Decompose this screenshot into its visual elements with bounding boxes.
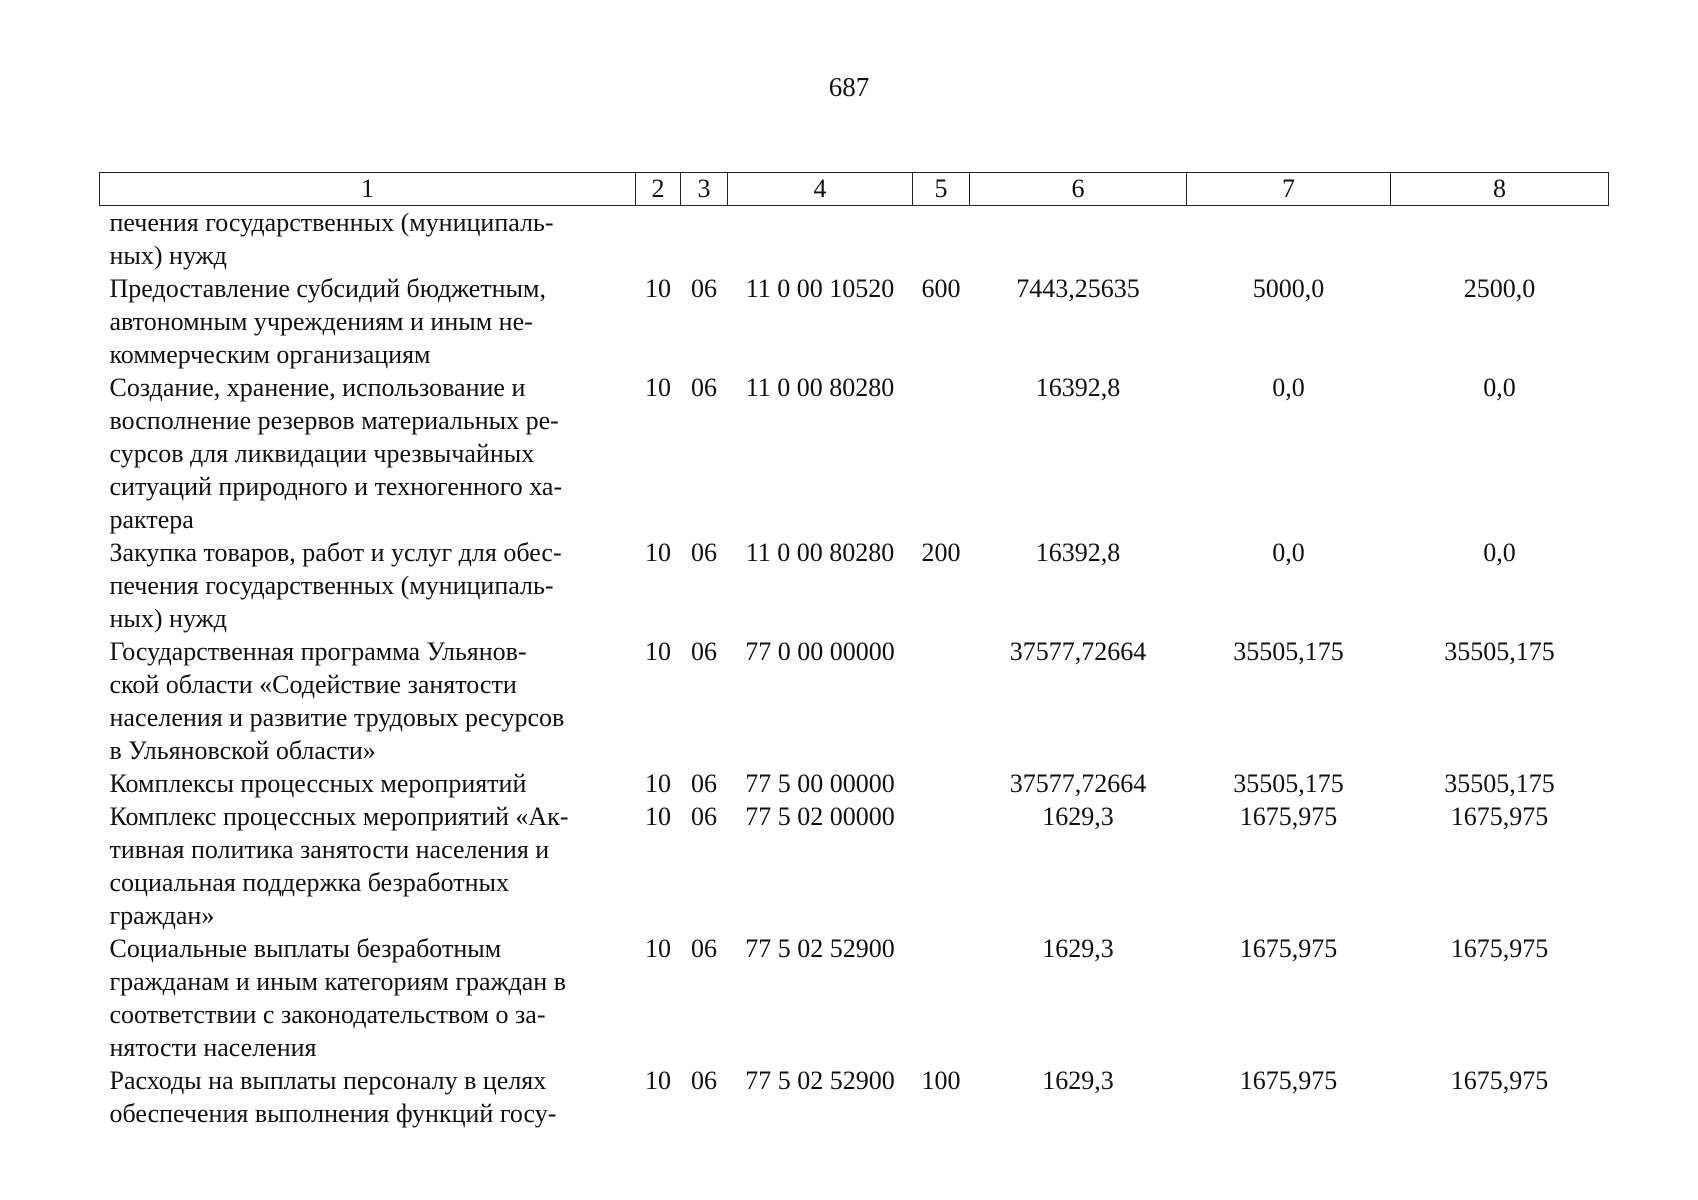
description-line: тивная политика занятости населения и [109, 835, 550, 864]
subsection-code: 06 [691, 934, 717, 963]
table-body [100, 206, 1609, 1131]
table-header-row [100, 173, 1609, 206]
budget-table [99, 172, 1609, 1130]
description-line: Комплекс процессных мероприятий «Ак- [109, 802, 569, 831]
amount-col-8: 35505,175 [1444, 769, 1555, 798]
description-line: населения и развитие трудовых ресурсов [109, 703, 565, 732]
expense-type-code [913, 800, 970, 932]
amount-col-6: 16392,8 [1035, 538, 1121, 567]
section-code: 10 [645, 1066, 671, 1095]
amount-col-7: 35505,175 [1233, 637, 1344, 666]
target-article-code: 11 0 00 80280 [745, 538, 895, 567]
page-number: 687 [828, 72, 870, 102]
amount-col-6 [970, 206, 1187, 273]
description-line: рактера [109, 505, 194, 534]
table-row [100, 272, 1609, 371]
description-line: ситуаций природного и техногенного ха- [109, 472, 563, 501]
expense-type-code [913, 767, 970, 800]
description-line: Закупка товаров, работ и услуг для обес- [109, 538, 562, 567]
description-line: печения государственных (муниципаль- [109, 571, 554, 600]
description-line: ской области «Содействие занятости [109, 670, 517, 699]
row-description [100, 800, 636, 932]
amount-col-6: 7443,25635 [1016, 274, 1140, 303]
subsection-code: 06 [691, 373, 717, 402]
amount-col-6: 1629,3 [1042, 934, 1114, 963]
amount-col-6: 1629,3 [1042, 1066, 1114, 1095]
description-line: автономным учреждениям и иным не- [109, 307, 533, 336]
amount-col-8: 35505,175 [1444, 637, 1555, 666]
column-header-3: 3 [681, 173, 728, 206]
amount-col-8: 0,0 [1483, 538, 1516, 567]
row-description [100, 272, 636, 371]
amount-col-6: 37577,72664 [1009, 769, 1147, 798]
target-article-code: 77 5 00 00000 [745, 769, 895, 798]
table-row [100, 536, 1609, 635]
section-code: 10 [645, 538, 671, 567]
description-line: восполнение резервов материальных ре- [109, 406, 559, 435]
section-code: 10 [645, 934, 671, 963]
table-row [100, 371, 1609, 536]
subsection-code: 06 [691, 637, 717, 666]
table-row [100, 206, 1609, 273]
amount-col-7: 1675,975 [1239, 1066, 1338, 1095]
amount-col-8: 1675,975 [1450, 1066, 1549, 1095]
description-line: социальная поддержка безработных [109, 868, 509, 897]
column-header-8: 8 [1391, 173, 1609, 206]
column-header-1: 1 [100, 173, 636, 206]
amount-col-8: 0,0 [1483, 373, 1516, 402]
description-line: Расходы на выплаты персоналу в целях [109, 1066, 547, 1095]
section-code: 10 [645, 769, 671, 798]
row-description [100, 1064, 636, 1130]
amount-col-8: 2500,0 [1463, 274, 1536, 303]
subsection-code [681, 206, 728, 273]
description-line: гражданам и иным категориям граждан в [109, 967, 566, 996]
subsection-code: 06 [691, 1066, 717, 1095]
column-header-5: 5 [913, 173, 970, 206]
amount-col-7: 0,0 [1272, 538, 1305, 567]
table-row [100, 767, 1609, 800]
row-description [100, 932, 636, 1064]
amount-col-7: 35505,175 [1233, 769, 1344, 798]
expense-type-code [913, 635, 970, 767]
section-code: 10 [645, 802, 671, 831]
description-line: Комплексы процессных мероприятий [109, 769, 527, 798]
target-article-code: 77 0 00 00000 [745, 637, 895, 666]
target-article-code: 11 0 00 10520 [745, 274, 895, 303]
column-header-4: 4 [728, 173, 913, 206]
section-code: 10 [645, 637, 671, 666]
row-description [100, 536, 636, 635]
section-code [636, 206, 681, 273]
description-line: Создание, хранение, использование и [109, 373, 526, 402]
amount-col-7: 1675,975 [1239, 802, 1338, 831]
description-line: в Ульяновской области» [109, 736, 376, 765]
amount-col-7: 0,0 [1272, 373, 1305, 402]
description-line: коммерческим организациям [109, 340, 431, 369]
table-row [100, 1064, 1609, 1130]
description-line: обеспечения выполнения функций госу- [109, 1099, 557, 1128]
target-article-code: 77 5 02 52900 [745, 934, 895, 963]
description-line: ных) нужд [109, 604, 227, 633]
amount-col-8 [1391, 206, 1609, 273]
column-header-2: 2 [636, 173, 681, 206]
amount-col-6: 37577,72664 [1009, 637, 1147, 666]
description-line: ных) нужд [109, 241, 227, 270]
amount-col-8: 1675,975 [1450, 934, 1549, 963]
column-header-7: 7 [1187, 173, 1391, 206]
target-article-code: 11 0 00 80280 [745, 373, 895, 402]
subsection-code: 06 [691, 538, 717, 567]
section-code: 10 [645, 373, 671, 402]
expense-type-code: 600 [921, 274, 961, 303]
expense-type-code [913, 371, 970, 536]
description-line: Социальные выплаты безработным [109, 934, 502, 963]
description-line: сурсов для ликвидации чрезвычайных [109, 439, 535, 468]
description-line: печения государственных (муниципаль- [109, 208, 554, 237]
target-article-code: 77 5 02 00000 [745, 802, 895, 831]
row-description [100, 767, 636, 800]
description-line: Предоставление субсидий бюджетным, [109, 274, 546, 303]
row-description [100, 371, 636, 536]
amount-col-7: 5000,0 [1252, 274, 1325, 303]
subsection-code: 06 [691, 769, 717, 798]
expense-type-code [913, 206, 970, 273]
table-row [100, 932, 1609, 1064]
target-article-code: 77 5 02 52900 [745, 1066, 895, 1095]
description-line: граждан» [109, 901, 215, 930]
description-line: соответствии с законодательством о за- [109, 1000, 546, 1029]
description-line: Государственная программа Ульянов- [109, 637, 527, 666]
target-article-code [728, 206, 913, 273]
column-header-6: 6 [970, 173, 1187, 206]
amount-col-7: 1675,975 [1239, 934, 1338, 963]
section-code: 10 [645, 274, 671, 303]
amount-col-7 [1187, 206, 1391, 273]
table-row [100, 800, 1609, 932]
row-description [100, 206, 636, 273]
amount-col-6: 16392,8 [1035, 373, 1121, 402]
amount-col-6: 1629,3 [1042, 802, 1114, 831]
table-row [100, 635, 1609, 767]
row-description [100, 635, 636, 767]
expense-type-code [913, 932, 970, 1064]
subsection-code: 06 [691, 274, 717, 303]
expense-type-code: 100 [921, 1066, 961, 1095]
expense-type-code: 200 [921, 538, 961, 567]
description-line: нятости населения [109, 1033, 317, 1062]
subsection-code: 06 [691, 802, 717, 831]
amount-col-8: 1675,975 [1450, 802, 1549, 831]
